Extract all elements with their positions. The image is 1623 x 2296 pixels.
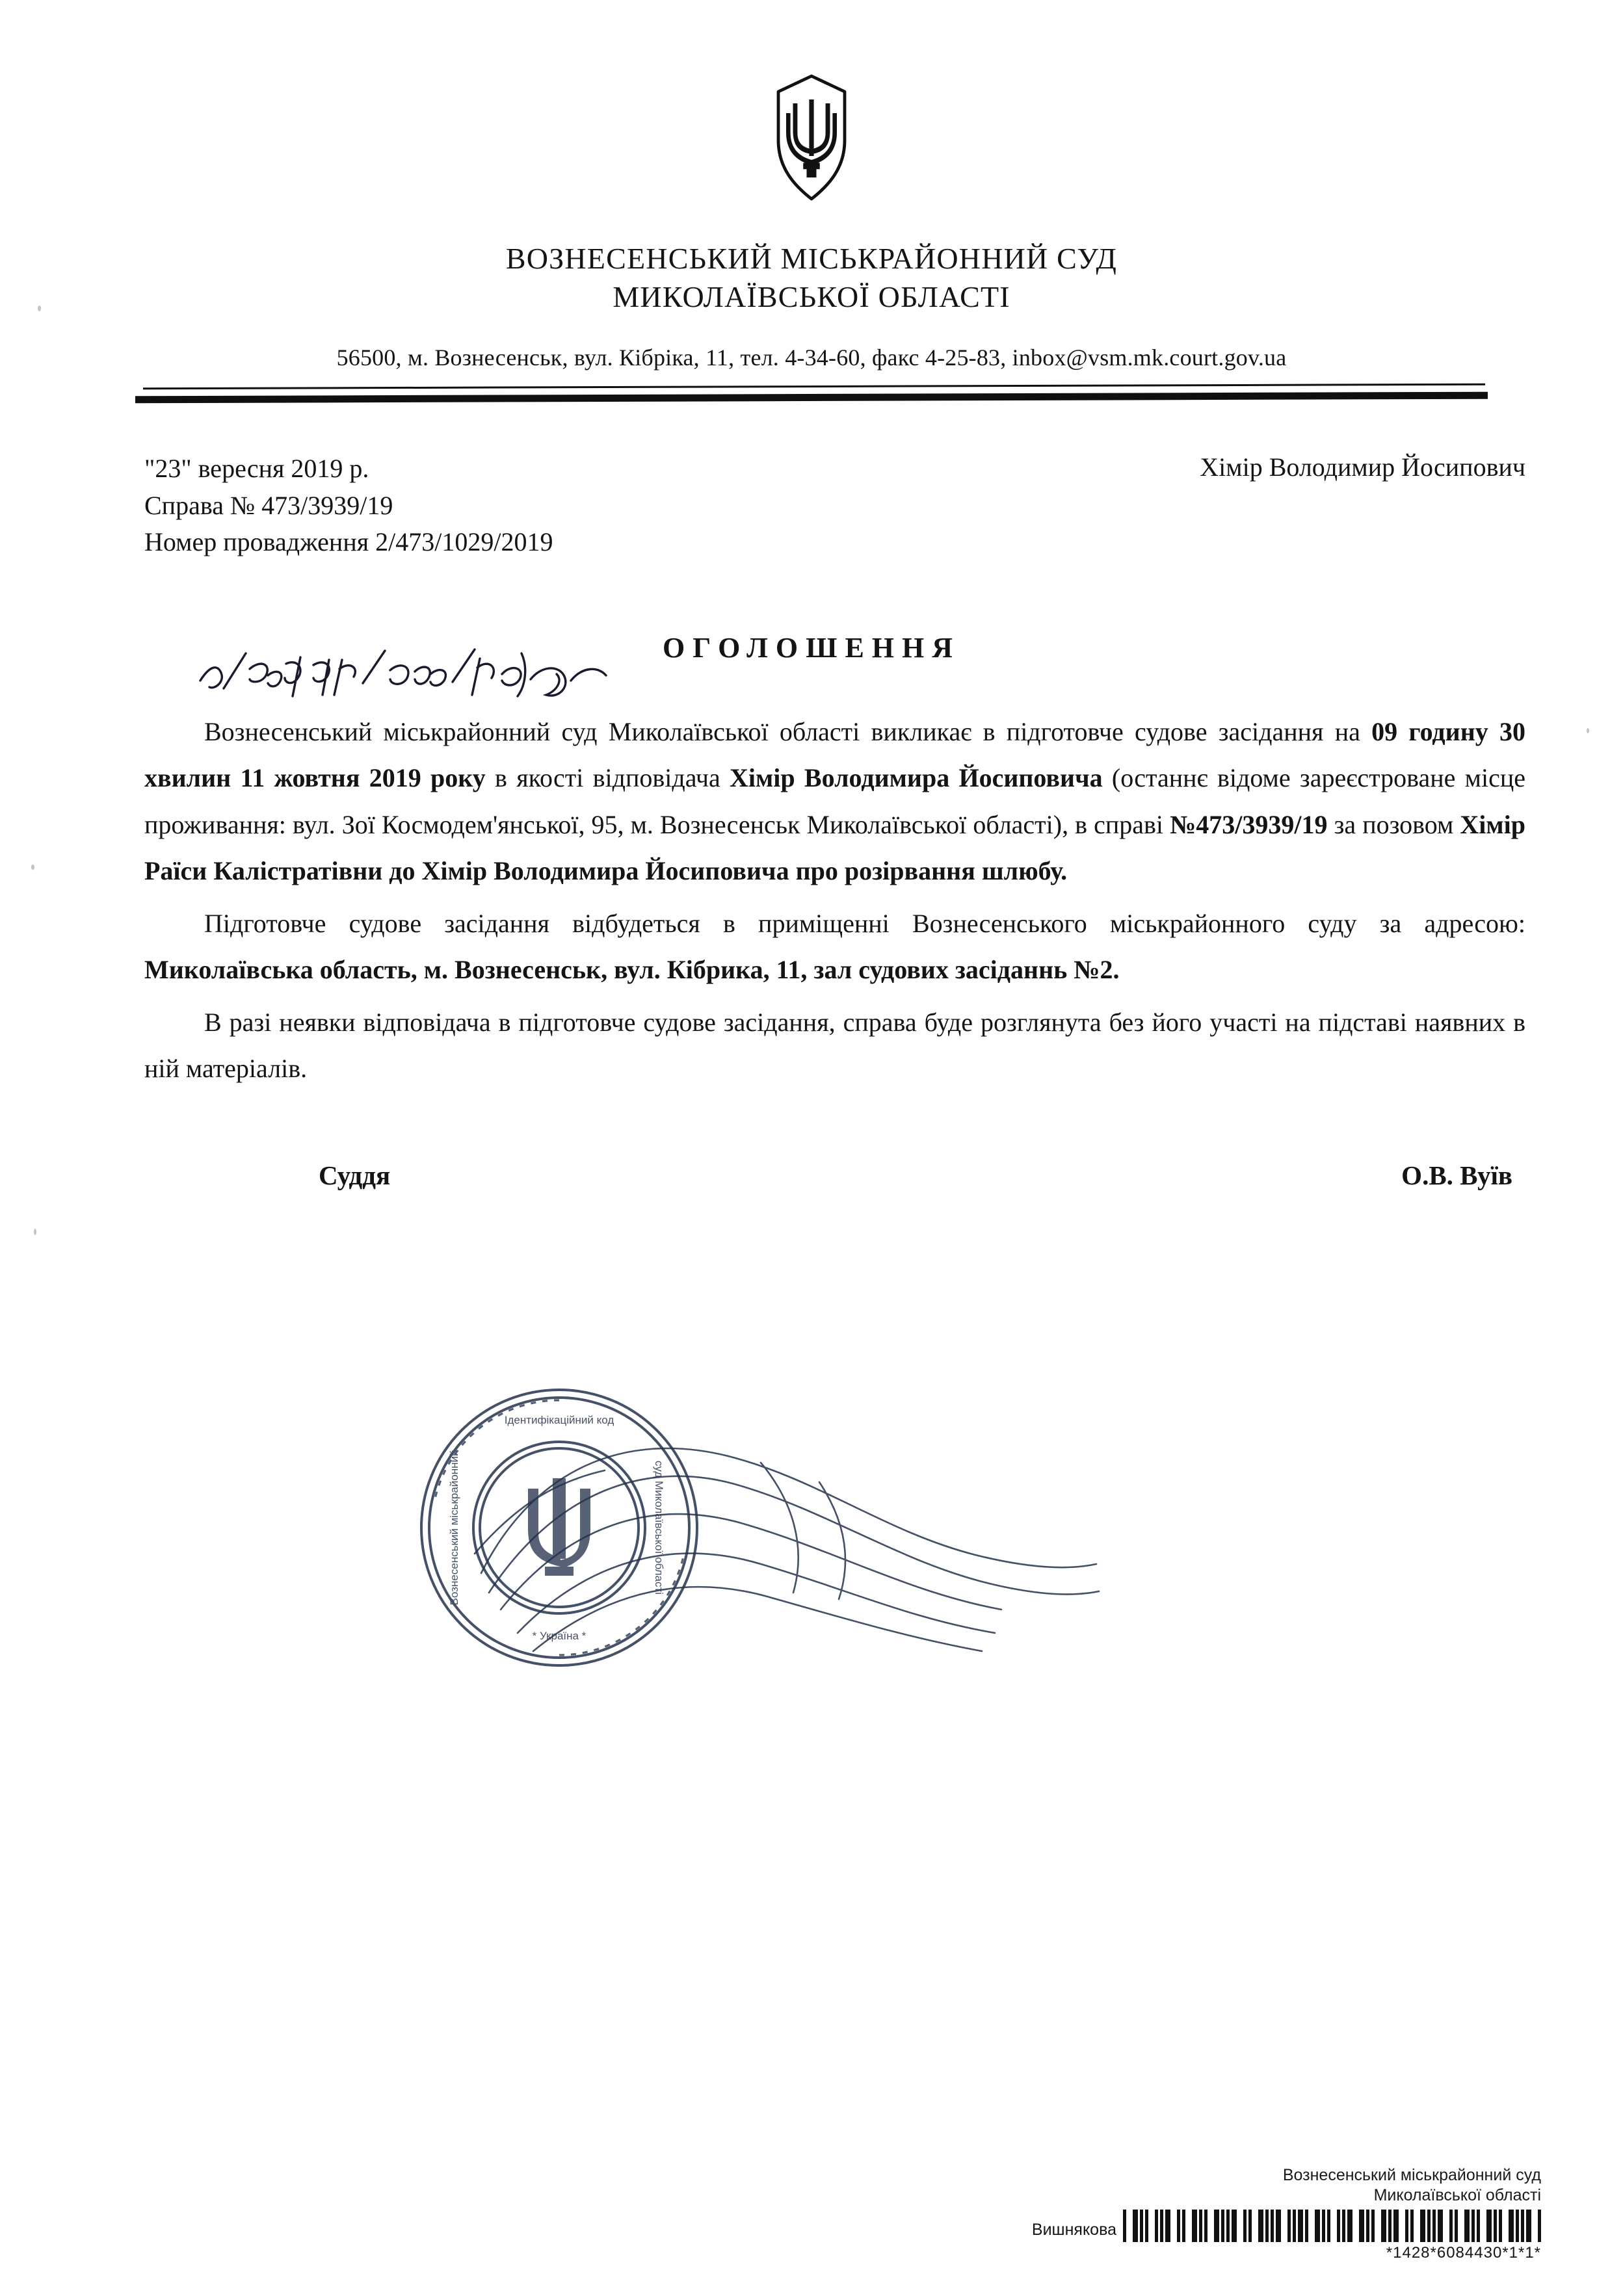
court-name — [0, 240, 1623, 317]
paragraph-1: Вознесенський міськрайонний суд Миколаївської області викликає в підготовче судове засідання на 09 годину 30 хвилин 11 жовтня 2019 року в якості відповідача Хімір Володимира Йосиповича (останнє відоме зареєстроване місце проживання: вул. Зої Космодем'янської, 95, м. Вознесенськ Миколаївської області), в справі №473/3939/19 за позовом Хімір Раїси Калістратівни до Хімір Володимира Йосиповича про розірвання шлюбу. — [144, 717, 1526, 885]
proceeding-number: Номер провадження 2/473/1029/2019 — [144, 527, 553, 557]
official-round-seal-icon — [416, 1385, 702, 1671]
scan-artifact — [34, 1229, 36, 1235]
svg-text:* Україна *: * Україна * — [532, 1630, 587, 1642]
footer-operator-name: Вишнякова — [1031, 2221, 1116, 2239]
document-body — [0, 709, 1623, 1092]
page-title: ОГОЛОШЕННЯ — [662, 632, 961, 664]
footer-court-line-2: Миколаївської області — [1373, 2185, 1541, 2204]
case-number: Справа № 473/3939/19 — [144, 490, 393, 520]
court-emblem — [0, 0, 1623, 210]
document-meta — [0, 450, 1623, 561]
court-contacts: 56500, м. Вознесенськ, вул. Кібріка, 11, тел. 4-34-60, факс 4-25-83, inbox@vsm.mk.court.gov.ua — [336, 344, 1287, 371]
court-name-line-2: МИКОЛАЇВСЬКОЇ ОБЛАСТІ — [613, 280, 1010, 313]
barcode-row — [0, 2210, 1541, 2242]
handwritten-signature-icon — [455, 1378, 1105, 1690]
paragraph-3: В разі неявки відповідача в підготовче судове засідання, справа буде розглянута без його участі на підставі наявних в ній матеріалів. — [144, 1008, 1525, 1084]
barcode-number: *1428*6084430*1*1* — [1386, 2244, 1541, 2262]
divider-thick-line — [135, 391, 1488, 403]
document-date: "23" вересня 2019 р. — [144, 453, 369, 483]
header-divider — [135, 385, 1488, 402]
addressee-name: Хімір Володимир Йосипович — [1200, 452, 1525, 482]
scan-artifact — [1587, 728, 1589, 733]
signature-role-label: Суддя — [319, 1160, 391, 1190]
document-footer — [0, 2165, 1623, 2263]
meta-left-column — [144, 450, 553, 561]
signature-block — [0, 1160, 1623, 1191]
court-name-line-1: ВОЗНЕСЕНСЬКИЙ МІСЬКРАЙОННИЙ СУД — [505, 242, 1118, 275]
footer-court-line-1: Вознесенський міськрайонний суд — [1282, 2165, 1541, 2184]
divider-thin-line — [143, 384, 1485, 389]
signer-name: О.В. Вуїв — [1401, 1160, 1512, 1190]
svg-text:Ідентифікаційний код: Ідентифікаційний код — [504, 1414, 614, 1426]
svg-text:Вознесенський міськрайонний: Вознесенський міськрайонний — [448, 1450, 460, 1606]
barcode-icon — [1123, 2210, 1541, 2242]
svg-text:суд Миколаївської області: суд Миколаївської області — [653, 1460, 665, 1595]
scan-artifact — [31, 865, 34, 870]
paragraph-2: Підготовче судове засідання відбудеться в приміщенні Вознесенського міськрайонного суду за адресою: Миколаївська область, м. Вознесенськ, вул. Кібрика, 11, зал судових засіданнь №2. — [144, 908, 1525, 985]
scan-artifact — [38, 306, 41, 311]
